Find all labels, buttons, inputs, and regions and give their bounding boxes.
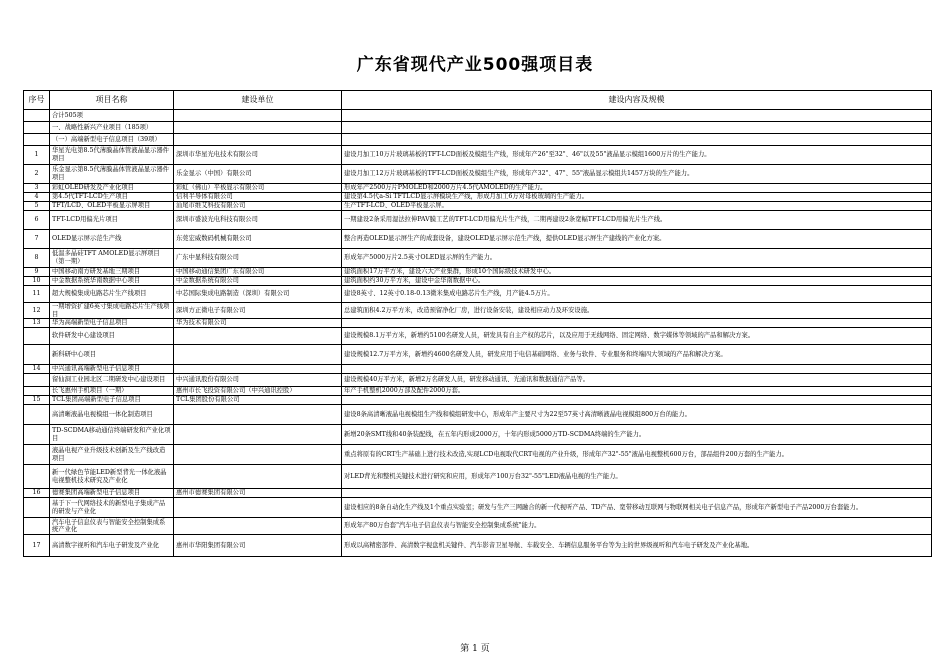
cell-no [24,387,50,396]
table-row [24,445,932,465]
cell-unit [174,134,342,146]
table-row [24,535,932,557]
cell-name: 华星光电第8.5代薄膜晶体管液晶显示器件项目 [50,146,174,165]
cell-no [24,445,50,465]
cell-content [342,134,932,146]
table-row [24,122,932,134]
cell-unit: 中金数据系统有限公司 [174,277,342,286]
cell-name: 第4.5代TFT-LCD生产项目 [50,193,174,202]
cell-name: 德赛集团高端新型电子信息项目 [50,489,174,498]
cell-no [24,498,50,518]
cell-name: （一）高端新型电子信息项目（39项） [50,134,174,146]
cell-unit: 中兴通讯股份有限公司 [174,374,342,387]
cell-content [342,122,932,134]
table-row [24,365,932,374]
cell-content: 生产TFT-LCD、OLED平板显示屏。 [342,202,932,211]
cell-name: 新一代绿色节能LED新型背光一体化液晶电视整机技术研究及产业化 [50,465,174,489]
cell-content: 重点将原有的CRT生产基础上进行技术改造,实现LCD电视取代CRT电视的产业升级，形成年产32"-55"液晶电视整机600万台，部品组件200万套的生产能力。 [342,445,932,465]
cell-unit: 惠州市长飞投资有限公司（中兴通讯控股） [174,387,342,396]
cell-unit [174,518,342,535]
cell-no: 2 [24,165,50,184]
cell-no: 7 [24,230,50,249]
cell-unit: 中芯国际集成电路制造（深圳）有限公司 [174,286,342,303]
cell-no: 8 [24,249,50,268]
cell-unit: 东莞宏威数码机械有限公司 [174,230,342,249]
cell-content [342,365,932,374]
cell-content [342,489,932,498]
table-row [24,425,932,445]
table-row [24,184,932,193]
cell-name: 中兴通讯高端新型电子信息项目 [50,365,174,374]
cell-name: 中金数据系统华南数据中心项目 [50,277,174,286]
cell-name: OLED显示屏示范生产线 [50,230,174,249]
cell-no [24,122,50,134]
table-row [24,202,932,211]
cell-name: 超大规模集成电路芯片生产线项目 [50,286,174,303]
cell-name: 低温多晶硅TFT AMOLED显示屏项目（第一期） [50,249,174,268]
cell-unit [174,110,342,122]
cell-content: 形成以高精密部件、高清数字视盘机关键件、汽车影音卫星导航、车载安全、车辆信息服务平台等为主的世界级视听和汽车电子研发及产业化基地。 [342,535,932,557]
cell-no [24,425,50,445]
cell-unit [174,445,342,465]
table-row [24,134,932,146]
table-row [24,146,932,165]
cell-name: 高清晰液晶电视模组一体化制造项目 [50,405,174,425]
cell-name: 一、战略性新兴产业项目（185项） [50,122,174,134]
cell-no: 1 [24,146,50,165]
table-row [24,230,932,249]
table-body [24,110,932,557]
table-row [24,498,932,518]
cell-name: 高清数字视听和汽车电子研发及产业化 [50,535,174,557]
cell-unit: 中国移动通信集团广东有限公司 [174,268,342,277]
table-row [24,489,932,498]
cell-content: 总建筑面积4.2万平方米，改造预留净化厂房，进行设备安装，建设相应动力及环安设施。 [342,303,932,319]
cell-no: 16 [24,489,50,498]
cell-unit: 华为技术有限公司 [174,319,342,328]
cell-unit: 信利半导体有限公司 [174,193,342,202]
cell-name: 长飞惠州手机项目（一期） [50,387,174,396]
page-number: 第 1 页 [460,644,490,654]
cell-unit: 广东中显科技有限公司 [174,249,342,268]
cell-no [24,110,50,122]
table-row [24,249,932,268]
header-no: 序号 [24,91,50,110]
cell-unit [174,345,342,365]
table-row [24,374,932,387]
table-row [24,110,932,122]
cell-content: 建设相应的8条自动化生产线及1个重点实验室；研发与生产三网融合的新一代视听产品、TD产品、宽带移动互联网与物联网相关电子信息产品，形成年产新型电子产品2000万台套能力。 [342,498,932,518]
cell-name: 乐金显示第8.5代薄膜晶体管液晶显示器件项目 [50,165,174,184]
cell-no: 13 [24,319,50,328]
table-row [24,465,932,489]
cell-content: 形成年产5000万片2.5英寸OLED显示屏的生产能力。 [342,249,932,268]
cell-unit [174,328,342,345]
cell-no: 4 [24,193,50,202]
table-row [24,396,932,405]
cell-no [24,134,50,146]
cell-unit [174,425,342,445]
cell-unit: 彩虹（佛山）平板显示有限公司 [174,184,342,193]
cell-no: 3 [24,184,50,193]
cell-no: 6 [24,211,50,230]
cell-name: 新科研中心项目 [50,345,174,365]
cell-name: TD-SCDMA移动通信终端研发和产业化项目 [50,425,174,445]
cell-content [342,319,932,328]
cell-name: 合计505项 [50,110,174,122]
header-unit: 建设单位 [174,91,342,110]
cell-content: 建筑面积17万平方米，建设六大产业集群，形成10个国际级技术研发中心。 [342,268,932,277]
cell-unit: 惠州市德赛集团有限公司 [174,489,342,498]
table-row [24,387,932,396]
table-row [24,193,932,202]
cell-content: 年产手机整机2000万部及配件2000万套。 [342,387,932,396]
cell-content: 建设月加工12万片玻璃基板的TFT-LCD面板及模组生产线，形成年产32"、47"、55"液晶显示模组共1457万块的生产能力。 [342,165,932,184]
page-title: 广东省现代产业500强项目表 [356,55,594,75]
cell-content: 建设8条高清晰液晶电视模组生产线和模组研发中心，形成年产主要尺寸为22至57英寸高清晰液晶电视模组800万台的能力。 [342,405,932,425]
cell-name: 华为高端新型电子信息项目 [50,319,174,328]
cell-content: 建设8英寸、12英寸0.18-0.13微米集成电路芯片生产线，月产能4.5万片。 [342,286,932,303]
cell-content: 建设月加工10万片玻璃基板的TFT-LCD面板及模组生产线，形成年产26"至32"、46"以及55"液晶显示模组1600万片的生产能力。 [342,146,932,165]
table-row [24,268,932,277]
cell-name: 留仙洞工业园北区二期研发中心建设项目 [50,374,174,387]
cell-content: 建设规模8.1万平方米，新增约5100名研发人员，研发具有自主产权的芯片，以及应用于无线网络、固定网络、数字媒体等领域的产品和解决方案。 [342,328,932,345]
cell-no [24,518,50,535]
cell-unit [174,465,342,489]
cell-content: 新增20条SMT线和40条装配线，在五年内形成2000万，十年内形成5000万TD-SCDMA终端的生产能力。 [342,425,932,445]
cell-unit: TCL集团股份有限公司 [174,396,342,405]
table-row [24,211,932,230]
cell-content: 形成年产80万台套"汽车电子信息仪表与智能安全控制集成系统"能力。 [342,518,932,535]
cell-no [24,405,50,425]
cell-unit [174,122,342,134]
cell-unit: 惠州市华阳集团有限公司 [174,535,342,557]
cell-unit [174,365,342,374]
cell-no [24,374,50,387]
cell-no: 9 [24,268,50,277]
table-row [24,165,932,184]
cell-content [342,396,932,405]
cell-content: 形成年产2500万片PMOLED和2000万片4.5代AMOLED的生产能力。 [342,184,932,193]
cell-unit: 汕尾市维艾科技有限公司 [174,202,342,211]
table-header-row [24,91,932,110]
table-row [24,328,932,345]
table-row [24,303,932,319]
cell-no: 14 [24,365,50,374]
table-row [24,277,932,286]
cell-name: TCL集团高端新型电子信息项目 [50,396,174,405]
cell-unit: 深圳市盛波光电科技有限公司 [174,211,342,230]
cell-unit [174,498,342,518]
cell-name: 汽车电子信息仪表与智能安全控制集成系统产业化 [50,518,174,535]
cell-name: TFT/LCD、OLED平板显示屏项目 [50,202,174,211]
cell-no: 15 [24,396,50,405]
cell-content: 一期建设2条采用湿法拉伸PAV膜工艺的TFT-LCD用偏光片生产线，二期再建设2条宽幅TFT-LCD用偏光片生产线。 [342,211,932,230]
cell-no: 5 [24,202,50,211]
cell-content: 建设规模12.7万平方米，新增约4600名研发人员，研发应用于电信基础网络、业务与软件、专业服务和终端四大领域的产品和解决方案。 [342,345,932,365]
project-table [23,90,932,557]
cell-name: 一期增资扩建6英寸集成电路芯片生产线项目 [50,303,174,319]
cell-no [24,328,50,345]
cell-unit: 深圳方正微电子有限公司 [174,303,342,319]
cell-name: 中国移动南方研发基地三期项目 [50,268,174,277]
cell-name: 软件研发中心建设项目 [50,328,174,345]
cell-no [24,345,50,365]
cell-no: 12 [24,303,50,319]
cell-name: 彩虹OLED研发及产业化项目 [50,184,174,193]
cell-no [24,465,50,489]
cell-name: TFT-LCD用偏光片项目 [50,211,174,230]
header-name: 项目名称 [50,91,174,110]
header-content: 建设内容及规模 [342,91,932,110]
table-row [24,286,932,303]
cell-no: 11 [24,286,50,303]
cell-name: 液晶电视产业升级技术创新及生产线改造项目 [50,445,174,465]
cell-unit [174,405,342,425]
cell-content: 整合再造OLED显示屏生产的成套设备，建设OLED显示屏示范生产线，提供OLED显示屏生产建线的产业化方案。 [342,230,932,249]
cell-content [342,110,932,122]
table-row [24,319,932,328]
table-row [24,405,932,425]
cell-content: 建筑面积约30万平方米，建设中金华南数据中心。 [342,277,932,286]
cell-no: 10 [24,277,50,286]
cell-content: 对LED背光和整机关键技术进行研究和应用，形成年产100万台32"-55"LED液晶电视的生产能力。 [342,465,932,489]
cell-name: 基于下一代网络技术的新型电子集成产品的研发与产业化 [50,498,174,518]
cell-unit: 乐金显示（中国）有限公司 [174,165,342,184]
table-row [24,518,932,535]
cell-content: 建设规模40万平方米，新增2万名研发人员，研发移动通讯、光通讯和数据通信产品等。 [342,374,932,387]
table-row [24,345,932,365]
cell-content: 建设第4.5代a-Si TFTLCD显示屏模块生产线，形成月加工6万对母板玻璃的生产能力。 [342,193,932,202]
cell-no: 17 [24,535,50,557]
cell-unit: 深圳市华星光电技术有限公司 [174,146,342,165]
